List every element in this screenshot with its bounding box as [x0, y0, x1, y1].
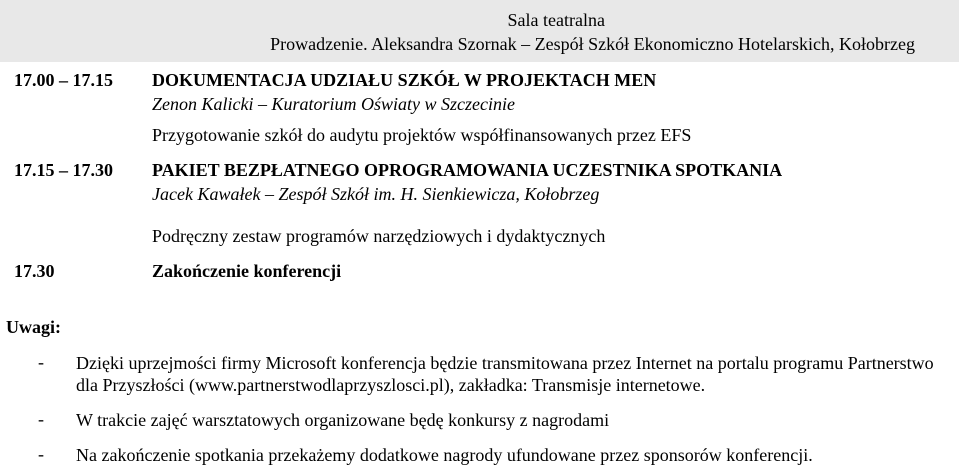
note-3-text: Na zakończenie spotkania przekażemy dodatkowe nagrody ufundowane przez sponsorów konferencji.: [76, 445, 813, 465]
session-2-speaker: Jacek Kawałek – Zespół Szkół im. H. Sienkiewicza, Kołobrzeg: [152, 184, 600, 204]
session-1-speaker: Zenon Kalicki – Kuratorium Oświaty w Szczecinie: [152, 94, 515, 114]
notes-heading: Uwagi:: [6, 317, 61, 337]
session-2-description: Podręczny zestaw programów narzędziowych i dydaktycznych: [152, 226, 606, 246]
note-2-text: W trakcie zajęć warsztatowych organizowane będę konkursy z nagrodami: [76, 410, 610, 430]
note-3-dash: -: [38, 444, 44, 464]
session-2-time: 17.15 – 17.30: [14, 160, 113, 180]
room-name: Sala teatralna: [507, 10, 605, 30]
session-3-time: 17.30: [14, 261, 55, 281]
note-1-dash: -: [38, 352, 44, 372]
note-2-dash: -: [38, 409, 44, 429]
session-host: Prowadzenie. Aleksandra Szornak – Zespół Szkół Ekonomiczno Hotelarskich, Kołobrzeg: [270, 34, 915, 54]
session-2-title: PAKIET BEZPŁATNEGO OPROGRAMOWANIA UCZESTNIKA SPOTKANIA: [152, 160, 783, 180]
session-3-title: Zakończenie konferencji: [152, 261, 342, 281]
session-1-description: Przygotowanie szkół do audytu projektów współfinansowanych przez EFS: [152, 125, 692, 145]
header-band: [0, 0, 959, 62]
session-1-time: 17.00 – 17.15: [14, 70, 113, 90]
note-1-text: Dzięki uprzejmości firmy Microsoft konferencja będzie transmitowana przez Internet na portalu programu Partnerstwo dla Przyszłości (www.partnerstwodlaprzyszlosci.pl), zakładka: Transmisje internetowe.: [76, 353, 934, 395]
session-1-title: DOKUMENTACJA UDZIAŁU SZKÓŁ W PROJEKTACH MEN: [152, 70, 657, 90]
